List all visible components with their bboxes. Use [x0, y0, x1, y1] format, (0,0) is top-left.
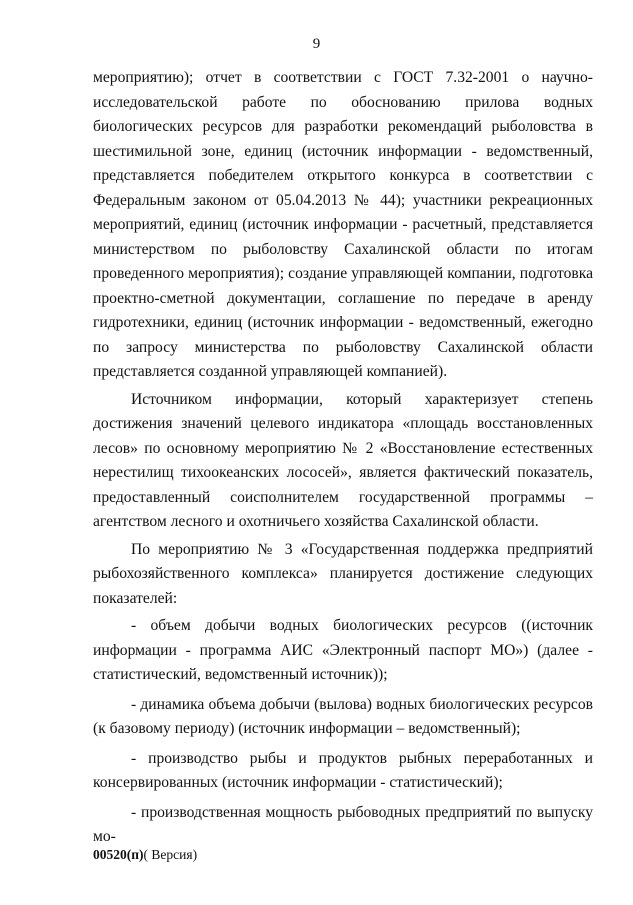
document-version: ( Версия)	[143, 847, 198, 862]
document-body	[93, 66, 593, 850]
list-item-3: - производство рыбы и продуктов рыбных переработанных и консервированных (источник информации - статистический);	[93, 749, 593, 791]
paragraph-1: мероприятию); отчет в соответствии с ГОСТ 7.32-2001 о научно-исследовательской работе по обоснованию прилова водных биологических ресурсов для разработки рекомендаций рыболовства в шестимильной зоне, единиц (источник информации - ведомственный, представляется победителем открытого конкурса в соответствии с Федеральным законом от 05.04.2013 № 44); участники рекреационных мероприятий, единиц (источник информации - расчетный, представляется министерством по рыболовству Сахалинской области по итогам проведенного мероприятия); создание управляющей компании, подготовка проектно-сметной документации, соглашение по передаче в аренду гидротехники, единиц (источник информации - ведомственный, ежегодно по запросу министерства по рыболовству Сахалинской области представляется созданной управляющей компанией).	[93, 69, 593, 380]
list-item-4: - производственная мощность рыбоводных предприятий по выпуску мо-	[93, 803, 593, 845]
list-item-2: - динамика объема добычи (вылова) водных биологических ресурсов (к базовому периоду) (источник информации – ведомственный);	[93, 695, 593, 737]
list-item-1: - объем добычи водных биологических ресурсов ((источник информации - программа АИС «Электронный паспорт МО») (далее - статистический, ведомственный источник));	[93, 617, 593, 683]
page-number: 9	[312, 36, 321, 52]
paragraph-3: По мероприятию № 3 «Государственная поддержка предприятий рыбохозяйственного комплекса» планируется достижение следующих показателей:	[93, 540, 593, 607]
document-code: 00520(п)	[93, 847, 144, 862]
paragraph-2: Источником информации, который характеризует степень достижения значений целевого индикатора «площадь восстановленных лесов» по основному мероприятию № 2 «Восстановление естественных нерестилищ тихоокеанских лососей», является фактический показатель, предоставленный соисполнителем государственной программы – агентством лесного и охотничьего хозяйства Сахалинской области.	[93, 390, 593, 530]
footer	[93, 847, 197, 863]
